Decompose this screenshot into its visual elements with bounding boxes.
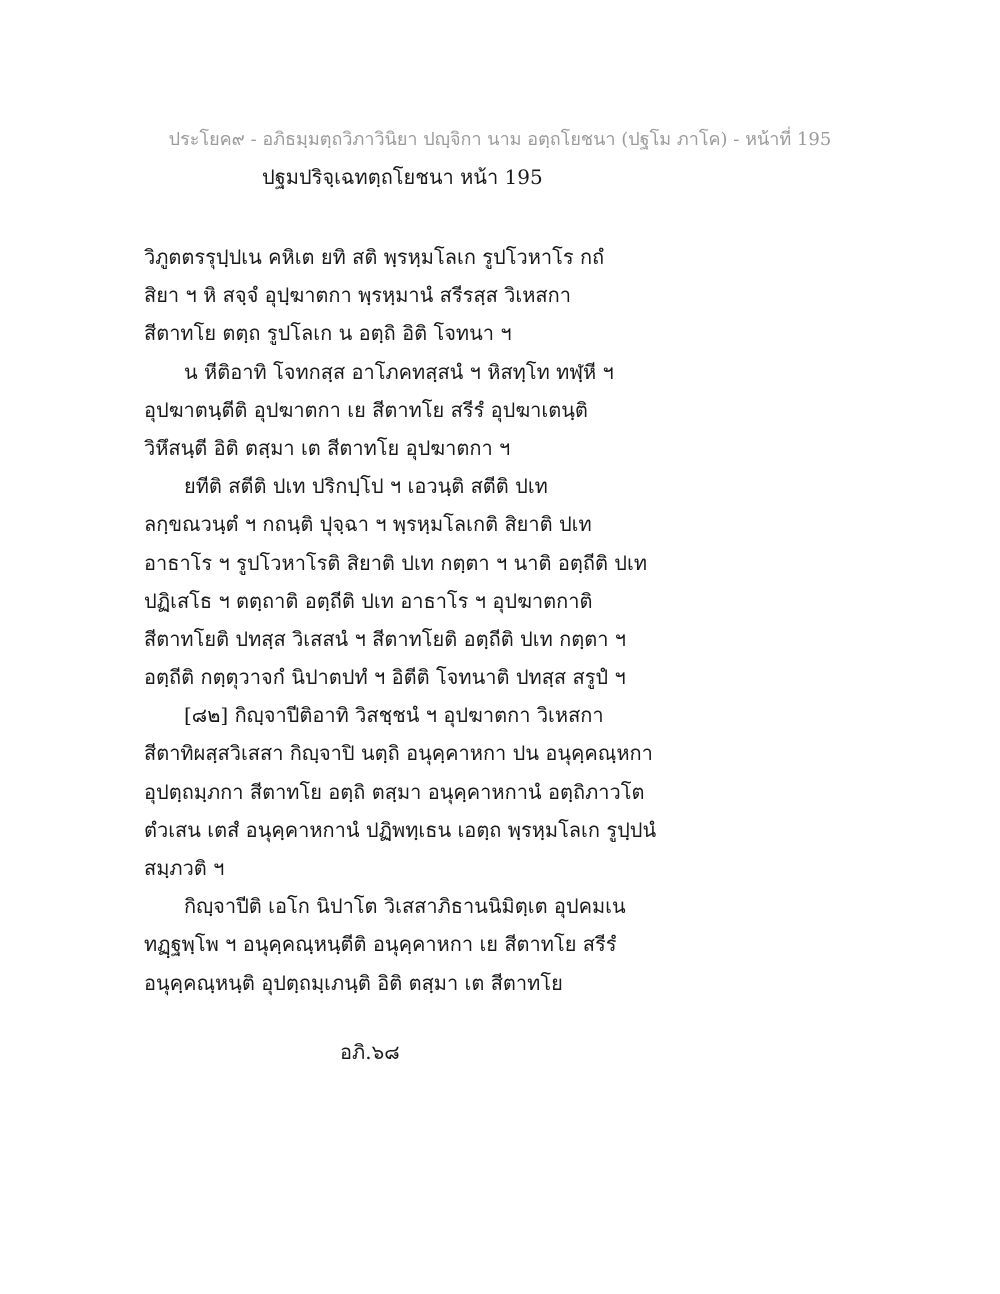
text-line: น หีติอาทิ โจทกสฺส อาโภคทสฺสนํ ฯ หิสทฺโท ทฬฺหี ฯ	[184, 359, 614, 384]
body-text	[144, 238, 684, 1002]
text-line: กิญฺจาปีติ เอโก นิปาโต วิเสสาภิธานนิมิตฺเต อุปคมเน	[184, 894, 626, 919]
text-line: อนุคฺคณฺหนฺติ อุปตฺถมฺเภนฺติ อิติ ตสฺมา เต สีตาทโย	[144, 970, 563, 995]
text-line: [๘๒] กิญฺจาปีติอาทิ วิสชฺชนํ ฯ อุปฆาตกา วิเหสกา	[184, 703, 604, 728]
text-line: สีตาทโยติ ปทสฺส วิเสสนํ ฯ สีตาทโยติ อตฺถีติ ปเท กตฺตา ฯ	[144, 626, 627, 651]
text-line: ยทีติ สตีติ ปเท ปริกปฺโป ฯ เอวนฺติ สตีติ ปเท	[184, 474, 548, 499]
text-line: วิหึสนฺตี อิติ ตสฺมา เต สีตาทโย อุปฆาตกา ฯ	[144, 435, 511, 460]
page-reference: อภิ.๖๘	[340, 1040, 400, 1064]
page-subtitle: ปฐมปริจฺเฉทตฺถโยชนา หน้า 195	[262, 165, 543, 189]
text-line: สีตาทิผสฺสวิเสสา กิญฺจาปิ นตฺถิ อนุคฺคาหกา ปน อนุคฺคณฺหกา	[144, 741, 653, 766]
text-line: สีตาทโย ตตฺถ รูปโลเก น อตฺถิ อิติ โจทนา ฯ	[144, 321, 512, 346]
text-line: อุปตฺถมฺภกา สีตาทโย อตฺถิ ตสฺมา อนุคฺคาหกานํ อตฺถิภาวโต	[144, 779, 645, 804]
text-line: สิยา ฯ หิ สจฺจํ อุปฺฆาตกา พฺรหฺมานํ สรีรสฺส วิเหสกา	[144, 283, 571, 308]
text-line: อตฺถีติ กตฺตุวาจกํ นิปาตปทํ ฯ อิตีติ โจทนาติ ปทสฺส สรูปํ ฯ	[144, 665, 626, 690]
text-line: อุปฆาตนฺตีติ อุปฆาตกา เย สีตาทโย สรีรํ อุปฆาเตนฺติ	[144, 397, 588, 422]
running-header: ประโยค๙ - อภิธมฺมตฺถวิภาวินิยา ปญฺจิกา นาม อตฺถโยชนา (ปฐโม ภาโค) - หน้าที่ 195	[168, 129, 832, 150]
text-line: ลกฺขณวนฺตํ ฯ กถนฺติ ปุจฺฉา ฯ พฺรหฺมโลเกติ สิยาติ ปเท	[144, 512, 592, 537]
text-line: อาธาโร ฯ รูปโวหาโรติ สิยาติ ปเท กตฺตา ฯ นาติ อตฺถีติ ปเท	[144, 550, 648, 575]
text-line: วิภูตตรรุปฺปเน คหิเต ยทิ สติ พฺรหฺมโลเก รูปโวหาโร กถํ	[144, 245, 605, 269]
text-line: ตํวเสน เตสํ อนุคฺคาหกานํ ปฏิพทฺเธน เอตฺถ พฺรหฺมโลเก รูปฺปนํ	[144, 817, 657, 842]
text-line: ปฏิเสโธ ฯ ตตฺถาติ อตฺถีติ ปเท อาธาโร ฯ อุปฆาตกาติ	[144, 588, 593, 613]
text-line: ทฏฺฐพฺโพ ฯ อนุคฺคณฺหนฺตีติ อนุคฺคาหกา เย สีตาทโย สรีรํ	[144, 932, 617, 957]
text-line: สมฺภวติ ฯ	[144, 856, 225, 880]
